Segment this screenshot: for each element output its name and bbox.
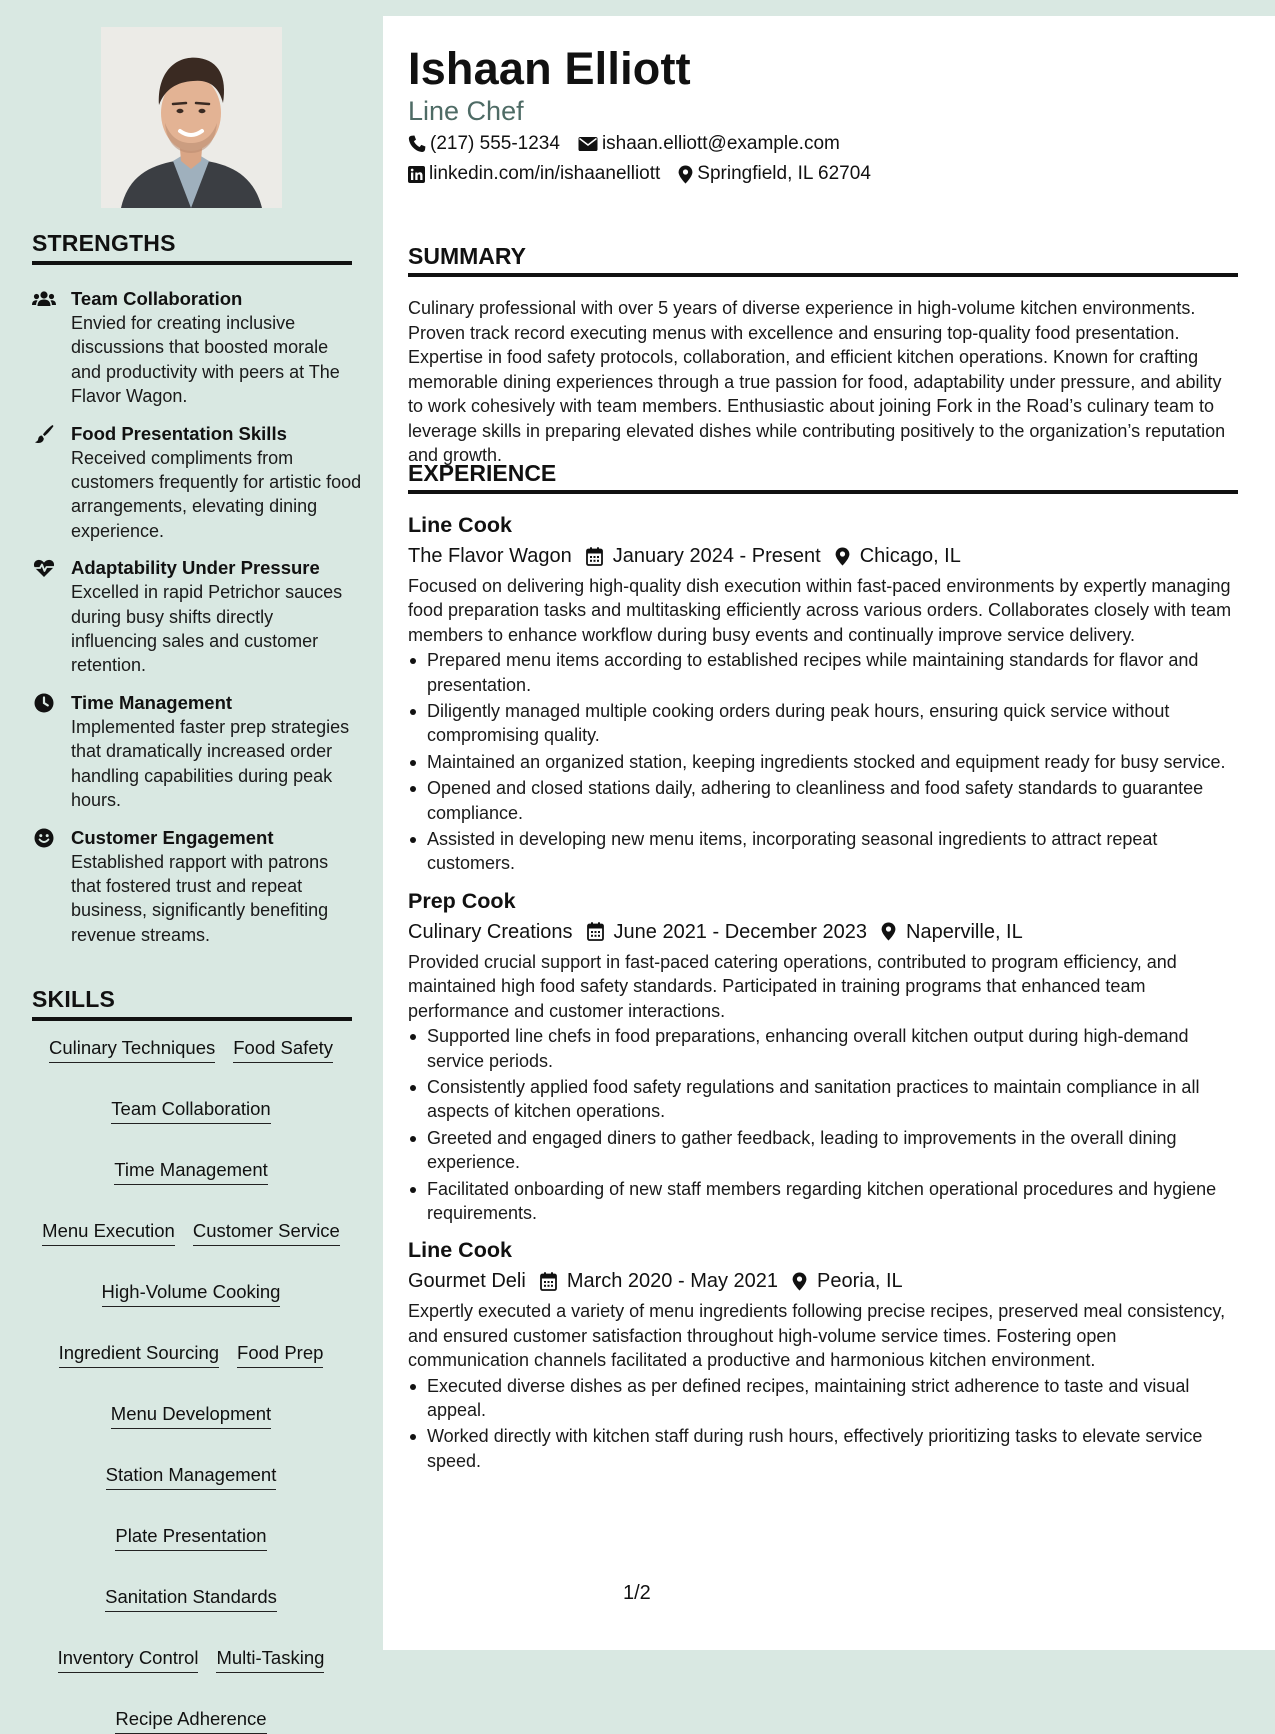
contact-row-1 — [408, 133, 840, 155]
strength-title: Adaptability Under Pressure — [71, 557, 320, 579]
job-bullet: Facilitated onboarding of new staff members regarding kitchen operational procedures and hygiene requirements. — [408, 1177, 1238, 1226]
job-location: Chicago, IL — [859, 545, 961, 567]
strength-title: Customer Engagement — [71, 826, 274, 848]
job-meta — [408, 916, 1238, 948]
linkedin-contact[interactable] — [408, 163, 660, 185]
job-entry — [408, 1235, 1238, 1473]
envelope-icon — [578, 136, 598, 152]
skill-tag: Recipe Adherence — [115, 1707, 266, 1734]
skill-tag: Menu Development — [111, 1402, 271, 1429]
heartbeat-icon — [32, 558, 56, 578]
skill-tag: Food Prep — [237, 1341, 323, 1368]
job-location: Naperville, IL — [906, 920, 1023, 943]
job-bullet: Executed diverse dishes as per defined recipes, maintaining strict adherence to taste and visual appeal. — [408, 1374, 1238, 1423]
strength-desc: Received compliments from customers frequently for artistic food arrangements, elevating dining experience. — [71, 447, 362, 541]
job-title: Line Cook — [408, 1238, 512, 1263]
job-bullets — [408, 1374, 1238, 1474]
skill-tag: Multi-Tasking — [216, 1646, 324, 1673]
skill-tag: Culinary Techniques — [49, 1036, 215, 1063]
job-dates: January 2024 - Present — [612, 545, 821, 567]
skills-list — [30, 1036, 352, 1734]
calendar-icon — [540, 1272, 557, 1291]
skill-tag: Plate Presentation — [115, 1524, 266, 1551]
phone-icon — [408, 135, 426, 153]
job-meta — [408, 540, 1238, 572]
email-contact[interactable] — [578, 133, 840, 155]
skill-tag: Ingredient Sourcing — [59, 1341, 219, 1368]
strength-item — [32, 287, 362, 409]
job-entry — [408, 886, 1238, 1225]
job-bullets — [408, 1024, 1238, 1225]
job-company: The Flavor Wagon — [408, 545, 572, 567]
map-pin-icon — [835, 547, 850, 566]
strength-desc: Implemented faster prep strategies that dramatically increased order handling capabilities during peak hours. — [71, 716, 350, 811]
strength-title: Food Presentation Skills — [71, 422, 287, 444]
strengths-list — [32, 287, 362, 960]
summary-text: Culinary professional with over 5 years of diverse experience in high-volume kitchen environments. Proven track record executing menus with excellence and ensuring top-quality food presentation. Expertise in food safety protocols, collaboration, and efficient kitchen operations. Known for crafting memorable dining experiences through a true passion for food, adaptability under pressure, and ability to work cohesively with team members. Enthusiastic about joining Fork in the Road’s culinary team to leverage skills in preparing elevated dishes while contributing positively to the organization’s reputation and growth. — [408, 298, 1226, 465]
map-pin-icon — [792, 1272, 807, 1291]
skill-tag: Station Management — [106, 1463, 277, 1490]
job-company: Gourmet Deli — [408, 1270, 526, 1293]
sidebar — [0, 0, 383, 1729]
avatar-portrait — [101, 27, 282, 208]
job-bullet: Diligently managed multiple cooking orders during peak hours, ensuring quick service without compromising quality. — [408, 699, 1238, 748]
job-bullet: Prepared menu items according to established recipes while maintaining standards for flavor and presentation. — [408, 648, 1238, 697]
job-bullet: Worked directly with kitchen staff during rush hours, effectively prioritizing tasks to elevate service speed. — [408, 1424, 1238, 1473]
email-text: ishaan.elliott@example.com — [601, 133, 840, 154]
strength-desc: Envied for creating inclusive discussions that boosted morale and productivity with peers at The Flavor Wagon. — [71, 313, 340, 407]
location-text: Springfield, IL 62704 — [697, 163, 871, 184]
skill-tag: Customer Service — [193, 1219, 340, 1246]
job-description: Focused on delivering high-quality dish execution within fast-paced environments by expertly managing food preparation tasks and multitasking efficiently across various orders. Collaborates closely with team members to enhance workflow during busy events and continually improve service delivery. — [408, 576, 1232, 645]
skills-heading: SKILLS — [32, 986, 352, 1021]
job-bullets — [408, 648, 1238, 876]
strength-item — [32, 422, 362, 544]
strength-item — [32, 826, 362, 948]
strengths-heading: STRENGTHS — [32, 230, 352, 265]
page-number: 1/2 — [623, 1582, 651, 1604]
calendar-icon — [587, 922, 604, 941]
job-title: Prep Cook — [408, 888, 516, 913]
skill-tag: Inventory Control — [58, 1646, 199, 1673]
experience-heading: EXPERIENCE — [408, 460, 1238, 494]
job-dates: June 2021 - December 2023 — [613, 920, 868, 943]
candidate-name: Ishaan Elliott — [408, 43, 691, 94]
summary-heading: SUMMARY — [408, 243, 1238, 277]
linkedin-text: linkedin.com/in/ishaanelliott — [429, 163, 661, 184]
contact-row-2 — [408, 163, 871, 185]
strength-item — [32, 556, 362, 678]
job-title: Line Cook — [408, 513, 512, 537]
job-bullet: Opened and closed stations daily, adhering to cleanliness and food safety standards to guarantee compliance. — [408, 776, 1238, 825]
skill-tag: Time Management — [114, 1158, 268, 1185]
phone-contact[interactable] — [408, 133, 560, 155]
job-description: Expertly executed a variety of menu ingredients following precise recipes, preserved meal consistency, and ensured customer satisfaction throughout high-volume service times. Fostering open communication channels facilitated a productive and harmonious kitchen environment. — [408, 1301, 1226, 1371]
skill-tag: Menu Execution — [42, 1219, 175, 1246]
linkedin-icon — [408, 166, 425, 183]
skill-tag: Team Collaboration — [111, 1097, 270, 1124]
job-dates: March 2020 - May 2021 — [566, 1270, 779, 1293]
main-content — [383, 16, 1275, 1650]
experience-list — [408, 510, 1238, 1483]
users-icon — [32, 289, 56, 309]
job-bullet: Supported line chefs in food preparations, enhancing overall kitchen output during high-demand service periods. — [408, 1024, 1238, 1073]
strength-title: Time Management — [71, 691, 233, 713]
job-meta — [408, 1265, 1238, 1297]
paint-brush-icon — [32, 424, 56, 444]
profile-photo — [101, 27, 282, 208]
candidate-role: Line Chef — [408, 96, 524, 126]
smile-icon — [32, 828, 56, 848]
job-bullet: Consistently applied food safety regulations and sanitation practices to maintain compliance in all aspects of kitchen operations. — [408, 1075, 1238, 1124]
strength-desc: Excelled in rapid Petrichor sauces during busy shifts directly influencing sales and customer retention. — [71, 582, 343, 676]
job-location: Peoria, IL — [817, 1270, 903, 1293]
strength-item — [32, 691, 362, 813]
skill-tag: Sanitation Standards — [105, 1585, 277, 1612]
skill-tag: High-Volume Cooking — [102, 1280, 281, 1307]
job-bullet: Assisted in developing new menu items, incorporating seasonal ingredients to attract repeat customers. — [408, 827, 1238, 876]
job-bullet: Greeted and engaged diners to gather feedback, leading to improvements in the overall dining experience. — [408, 1126, 1238, 1175]
calendar-icon — [586, 547, 603, 566]
map-pin-icon — [678, 165, 693, 184]
job-bullet: Maintained an organized station, keeping ingredients stocked and equipment ready for busy service. — [408, 750, 1238, 774]
clock-icon — [32, 693, 56, 713]
phone-text: (217) 555-1234 — [430, 133, 560, 154]
skill-tag: Food Safety — [233, 1036, 333, 1063]
strength-desc: Established rapport with patrons that fostered trust and repeat business, significantly benefiting revenue streams. — [71, 851, 329, 945]
job-entry — [408, 510, 1238, 876]
job-description: Provided crucial support in fast-paced catering operations, contributed to program efficiency, and maintained high food safety standards. Participated in training programs that enhanced team performance and customer interactions. — [408, 951, 1177, 1021]
strength-title: Team Collaboration — [71, 288, 243, 309]
map-pin-icon — [881, 922, 896, 941]
job-company: Culinary Creations — [408, 920, 573, 943]
location-contact — [678, 163, 871, 185]
